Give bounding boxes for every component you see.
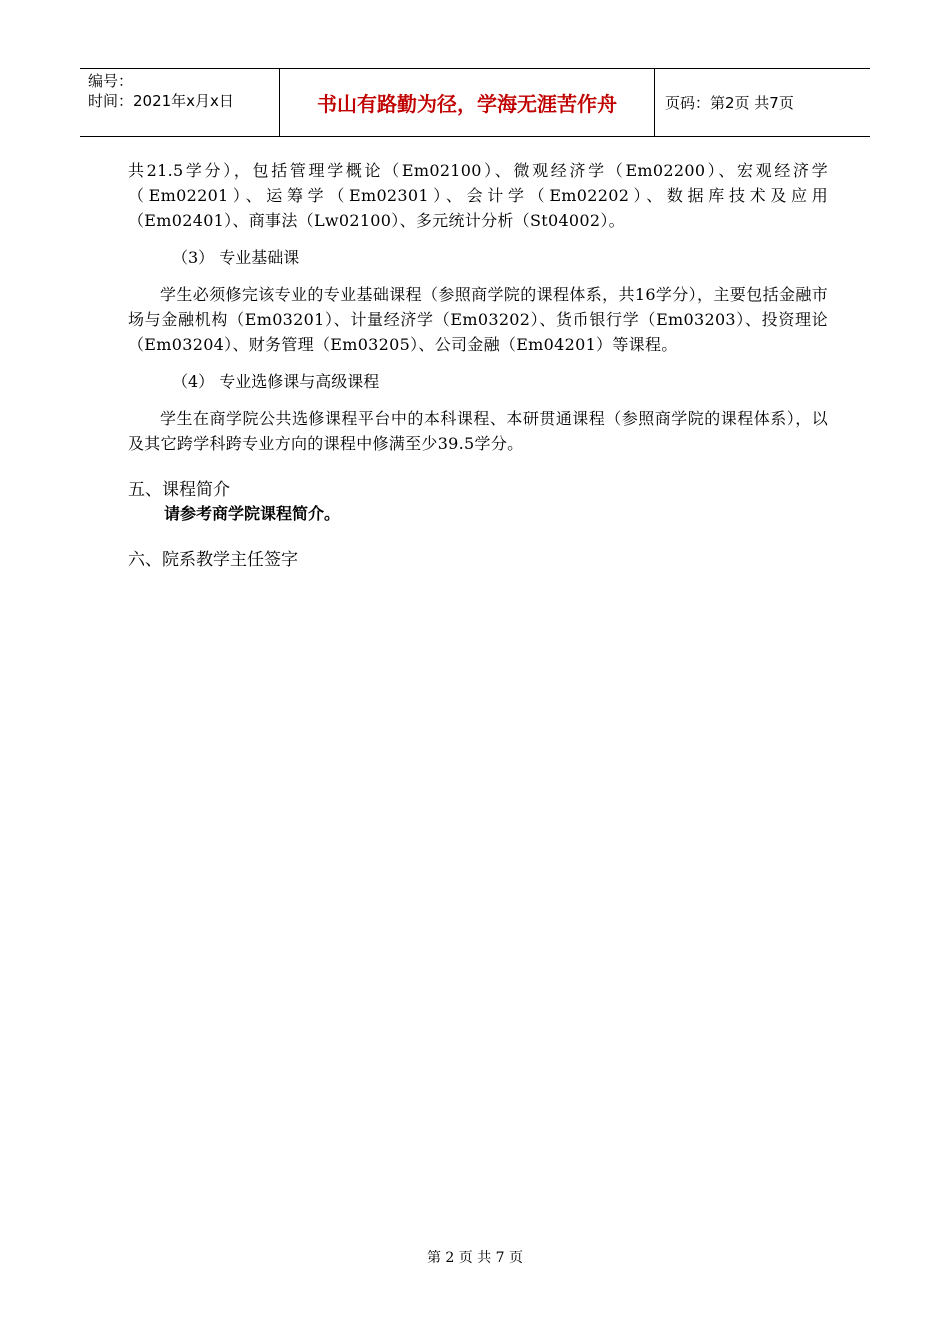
page-header (80, 68, 870, 137)
document-body (128, 158, 828, 572)
document-date: 时间：2021年x月x日 (88, 92, 234, 110)
page-footer: 第 2 页 共 7 页 (426, 1250, 524, 1266)
subheading-elective-courses: （4） 专业选修课与高级课程 (172, 372, 380, 391)
section-signature-title: 六、院系教学主任签字 (128, 550, 298, 570)
paragraph-elective-courses: 学生在商学院公共选修课程平台中的本科课程、本研贯通课程（参照商学院的课程体系），以及其它跨学科跨专业方向的课程中修满至少39.5学分。 (128, 409, 828, 453)
subheading-foundation-courses: （3） 专业基础课 (172, 248, 300, 267)
paragraph-core-courses: 共21.5学分），包括管理学概论（Em02100）、微观经济学（Em02200）、宏观经济学（Em02201）、运筹学（Em02301）、会计学（Em02202）、数据库技术及应用（Em02401）、商事法（Lw02100）、多元统计分析（St04002）。 (128, 161, 828, 230)
header-page-info: 页码：第2页 共7页 (665, 94, 794, 112)
document-number-label: 编号： (88, 72, 134, 90)
course-intro-note: 请参考商学院课程简介。 (164, 504, 341, 523)
header-motto: 书山有路勤为径，学海无涯苦作舟 (280, 69, 655, 136)
header-meta (80, 69, 280, 136)
section-course-intro-title: 五、课程简介 (128, 480, 230, 500)
paragraph-foundation-courses: 学生必须修完该专业的专业基础课程（参照商学院的课程体系，共16学分），主要包括金融市场与金融机构（Em03201）、计量经济学（Em03202）、货币银行学（Em03203）、投资理论（Em03204）、财务管理（Em03205）、公司金融（Em04201）等课程。 (128, 285, 828, 354)
